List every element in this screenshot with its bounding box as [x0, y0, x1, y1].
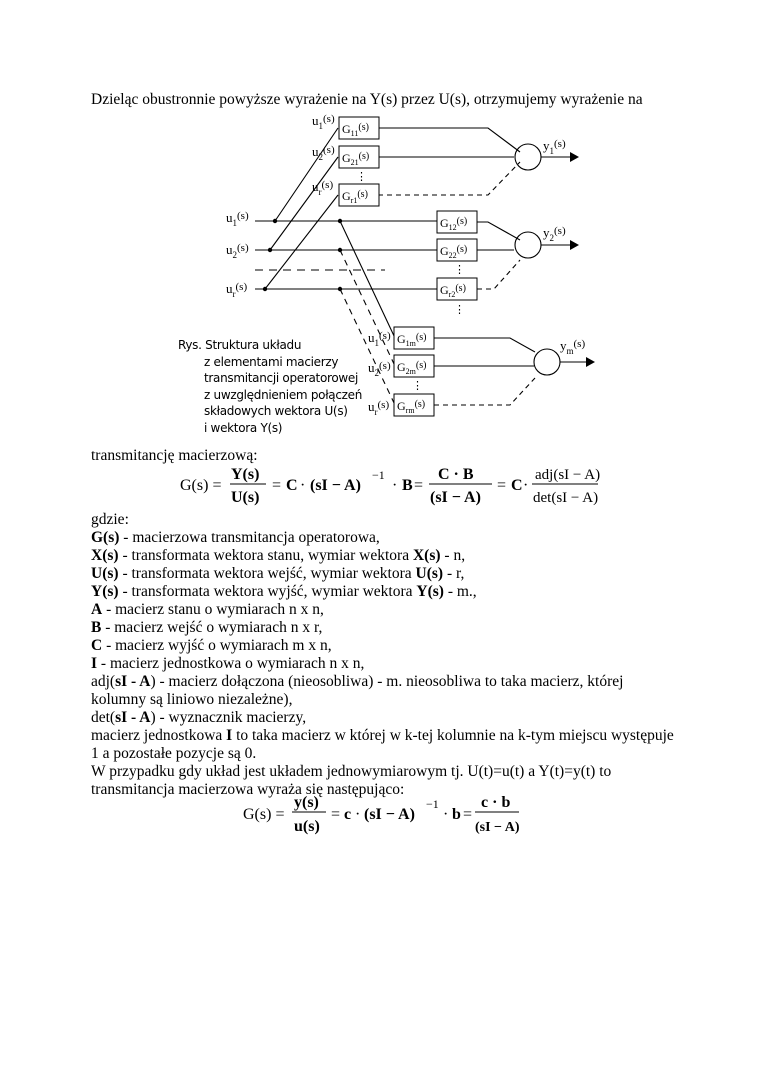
- eq1-eq: =: [272, 477, 282, 494]
- eq1-C2: C: [511, 477, 523, 494]
- eq1-sup: −1: [372, 468, 385, 482]
- block-label: $G_{12}^{(s)}$: [440, 216, 468, 232]
- def-item-unit: macierz jednostkowa I to taka macierz w której w k-tej kolumnie na k-tym miejscu występuje: [91, 727, 674, 744]
- transfer-block-G11: [339, 117, 379, 139]
- eq2-sup: −1: [426, 797, 439, 811]
- transfer-block-Grm: [394, 394, 434, 416]
- eq2-frac1-num: y(s): [294, 794, 319, 811]
- output-label-y2: $y_2^{(s)}$: [543, 225, 566, 243]
- block-label: $G_{r2}^{(s)}$: [440, 283, 466, 299]
- junction-dot: [273, 219, 277, 223]
- transfer-block-G22: [437, 239, 477, 261]
- eq1-C: C: [286, 477, 298, 494]
- wire-grm-sum3: [434, 378, 535, 405]
- block-label: $G_{21}^{(s)}$: [342, 151, 370, 167]
- siso-line-2: transmitancja macierzowa wyraża się następująco:: [91, 781, 405, 798]
- summing-node-1: [515, 144, 541, 170]
- def-item: Y(s) - transformata wektora wyjść, wymiar wektora Y(s) - m.,: [91, 583, 477, 600]
- caption-line: z uwzględnieniem połączeń: [204, 387, 363, 402]
- junction-dot: [268, 248, 272, 252]
- caption-line: Rys. Struktura układu: [178, 338, 302, 352]
- equation-siso-transfer: [243, 791, 523, 837]
- summing-node-m: [534, 349, 560, 375]
- wire-g12-sum2: [477, 222, 520, 240]
- junction-dot: [338, 219, 342, 223]
- caption-line: składowych wektora U(s): [204, 404, 348, 418]
- eq1-frac2-den: (sI − A): [430, 489, 481, 506]
- input-label-left-ur: $u_r^{(s)}$: [226, 281, 248, 299]
- caption-line: transmitancji operatorowej: [204, 371, 359, 385]
- eq2-lhs: G(s) =: [243, 806, 285, 823]
- ellipsis-marker: ⋮: [412, 380, 423, 392]
- block-label: $G_{r1}^{(s)}$: [342, 189, 368, 205]
- def-item: U(s) - transformata wektora wejść, wymiar wektora U(s) - r,: [91, 565, 465, 582]
- def-item-det: det(sI - A) - wyznacznik macierzy,: [91, 709, 307, 726]
- wire-gr2-sum2: [477, 260, 520, 289]
- block-label: $G_{2m}^{(s)}$: [397, 360, 427, 376]
- input-label-bottom-u2: $u_2^{(s)}$: [368, 360, 391, 378]
- eq1-frac1-num: Y(s): [231, 466, 260, 483]
- def-item: A - macierz stanu o wymiarach n x n,: [91, 601, 324, 618]
- eq1-lhs: G(s) =: [180, 477, 222, 494]
- block-diagram: [0, 0, 760, 440]
- transfer-block-Gr1: [339, 184, 379, 206]
- def-item-adj: adj(sI - A) - macierz dołączona (nieosobliwa) - m. nieosobliwa to taka macierz, której: [91, 673, 624, 690]
- gdzie-label: gdzie:: [91, 511, 129, 528]
- arrowhead-ym: [586, 357, 595, 367]
- eq1-frac3-num: adj(sI − A): [535, 467, 600, 483]
- wire-gr1-sum1: [378, 162, 520, 195]
- intro-paragraph: Dzieląc obustronnie powyższe wyrażenie na Y(s) przez U(s), otrzymujemy wyrażenie na: [91, 91, 643, 108]
- def-item: C - macierz wyjść o wymiarach m x n,: [91, 637, 332, 654]
- eq2-frac1-den: u(s): [294, 818, 320, 835]
- transfer-block-G21: [339, 146, 379, 168]
- eq2-paren: (sI − A): [364, 806, 415, 823]
- eq2-dot2: ·: [443, 806, 449, 823]
- eq2-frac2-num: c · b: [481, 794, 511, 811]
- input-label-top-u1: $u_1^{(s)}$: [312, 113, 335, 131]
- input-label-left-u2: $u_2^{(s)}$: [226, 242, 249, 260]
- diag-u2-g21: [270, 157, 338, 250]
- eq1-frac1-den: U(s): [231, 489, 260, 506]
- equation-matrix-transfer: [180, 462, 600, 508]
- def-item: X(s) - transformata wektora stanu, wymiar wektora X(s) - n,: [91, 547, 466, 564]
- eq2-dot: ·: [355, 806, 361, 823]
- def-item: I - macierz jednostkowa o wymiarach n x n,: [91, 655, 365, 672]
- input-label-top-u2: $u_2^{(s)}$: [312, 144, 335, 162]
- wire-g11-sum1: [378, 128, 520, 152]
- ellipsis-marker: ⋮: [454, 264, 465, 276]
- block-label: $G_{1m}^{(s)}$: [397, 332, 427, 348]
- eq2-eq: =: [331, 806, 341, 823]
- eq2-b: b: [452, 806, 461, 823]
- eq1-eq2: =: [414, 477, 424, 494]
- ellipsis-marker: ⋮: [454, 304, 465, 316]
- figure-caption: [178, 337, 362, 436]
- caption-line: i wektora Y(s): [204, 420, 283, 435]
- eq2-frac2-den: (sI − A): [475, 820, 520, 835]
- eq2-eq2: =: [463, 806, 473, 823]
- eq1-eq3: =: [497, 477, 507, 494]
- caption-line: z elementami macierzy: [204, 354, 339, 369]
- input-label-bottom-u1: $u_1^{(s)}$: [368, 330, 391, 348]
- transfer-block-G2m: [394, 355, 434, 377]
- eq1-paren: (sI − A): [310, 477, 361, 494]
- summing-node-2: [515, 232, 541, 258]
- junction-dot: [338, 287, 342, 291]
- transfer-block-G1m: [394, 327, 434, 349]
- block-label: $G_{rm}^{(s)}$: [397, 399, 426, 415]
- ellipsis-marker: ⋮: [356, 171, 367, 183]
- def-item-unit-cont: 1 a pozostałe pozycje są 0.: [91, 745, 257, 762]
- def-item: B - macierz wejść o wymiarach n x r,: [91, 619, 323, 636]
- junction-dot: [263, 287, 267, 291]
- output-label-y1: $y_1^{(s)}$: [543, 138, 566, 156]
- input-label-bottom-ur: $u_r^{(s)}$: [368, 399, 390, 417]
- diag-u1-g1m: [340, 221, 395, 338]
- output-label-ym: $y_m^{(s)}$: [560, 338, 586, 356]
- eq1-B: B: [402, 477, 413, 494]
- transfer-block-Gr2: [437, 278, 477, 300]
- eq1-dot3: ·: [523, 477, 529, 494]
- siso-line-1: W przypadku gdy układ jest układem jednowymiarowym tj. U(t)=u(t) a Y(t)=y(t) to: [91, 763, 612, 780]
- lead-text: transmitancję macierzową:: [91, 447, 258, 464]
- arrowhead-y1: [570, 152, 579, 162]
- block-label: $G_{22}^{(s)}$: [440, 244, 468, 260]
- wire-g1m-sum3: [434, 338, 535, 352]
- eq2-c: c: [344, 806, 352, 823]
- junction-dot: [338, 248, 342, 252]
- def-item: G(s) - macierzowa transmitancja operatorowa,: [91, 529, 380, 546]
- input-label-left-u1: $u_1^{(s)}$: [226, 210, 249, 228]
- input-label-top-ur: $u_r^{(s)}$: [312, 179, 334, 197]
- definitions-list: [91, 511, 691, 799]
- eq1-frac3-den: det(sI − A): [533, 490, 599, 506]
- eq1-dot: ·: [300, 477, 306, 494]
- eq1-dot2: ·: [392, 477, 398, 494]
- def-item-adj-cont: kolumny są liniowo niezależne),: [91, 691, 293, 708]
- transfer-block-G12: [437, 211, 477, 233]
- block-label: $G_{11}^{(s)}$: [342, 122, 369, 138]
- eq1-frac2-num: C · B: [438, 466, 474, 483]
- arrowhead-y2: [570, 240, 579, 250]
